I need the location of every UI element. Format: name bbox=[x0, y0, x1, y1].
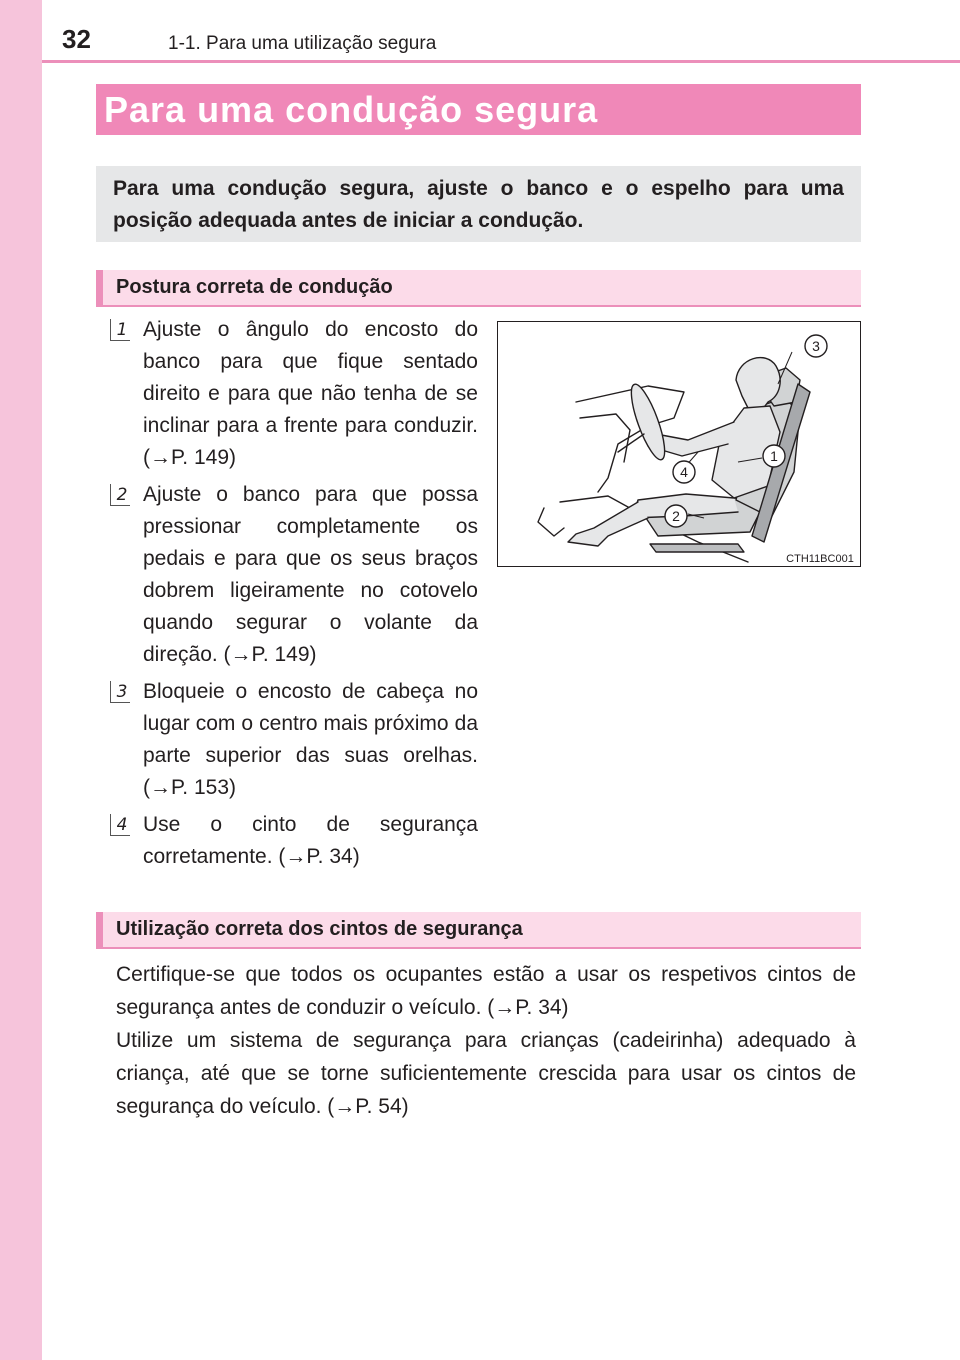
list-number: 3 bbox=[110, 681, 130, 703]
list-number: 1 bbox=[110, 319, 130, 341]
list-item bbox=[96, 314, 478, 474]
figure-code: CTH11BC001 bbox=[786, 553, 854, 565]
callout-label: 3 bbox=[812, 338, 820, 354]
callout-label: 4 bbox=[680, 464, 688, 480]
callout-label: 1 bbox=[770, 448, 778, 464]
list-number: 4 bbox=[110, 814, 130, 836]
list-item bbox=[96, 809, 478, 873]
list-item bbox=[96, 676, 478, 804]
side-tab-bar bbox=[0, 0, 42, 1360]
dashboard-lower bbox=[580, 414, 630, 462]
section-heading-seatbelts: Utilização correta dos cintos de segurança bbox=[96, 912, 861, 949]
page-number: 32 bbox=[62, 24, 91, 54]
posture-list bbox=[96, 314, 478, 878]
header-rule bbox=[42, 60, 960, 63]
steering-wheel bbox=[625, 381, 671, 463]
seat-rail bbox=[650, 544, 744, 552]
section-heading-posture: Postura correta de condução bbox=[96, 270, 861, 307]
seatbelt-body bbox=[116, 958, 856, 1123]
list-item-text: Bloqueie o encosto de cabeça no lugar com o centro mais próximo da parte superior das suas orelhas. (→P. 153) bbox=[143, 680, 478, 799]
chapter-title: 1-1. Para uma utilização segura bbox=[168, 33, 437, 54]
callout-label: 2 bbox=[672, 508, 680, 524]
driver-seat-illustration bbox=[498, 322, 859, 565]
pedal-outline bbox=[538, 508, 564, 536]
list-item bbox=[96, 479, 478, 671]
body-paragraph: Utilize um sistema de segurança para crianças (cadeirinha) adequado à criança, até que se torne suficientemente crescida para usar os cintos de segurança do veículo. (→P. 54) bbox=[116, 1029, 856, 1118]
intro-text: Para uma condução segura, ajuste o banco e o espelho para uma posição adequada antes de iniciar a condução. bbox=[113, 177, 844, 232]
driver-leg bbox=[568, 502, 648, 546]
list-item-text: Use o cinto de segurança corretamente. (→P. 34) bbox=[143, 813, 478, 868]
list-number: 2 bbox=[110, 484, 130, 506]
body-paragraph: Certifique-se que todos os ocupantes estão a usar os respetivos cintos de segurança antes de conduzir o veículo. (→P. 34) bbox=[116, 963, 856, 1019]
intro-box bbox=[96, 166, 861, 242]
list-item-text: Ajuste o ângulo do encosto do banco para que fique sentado direito e para que não tenha de se inclinar para a frente para conduzir. (→P. 149) bbox=[143, 318, 478, 469]
driving-posture-figure bbox=[497, 321, 861, 567]
page-title: Para uma condução segura bbox=[96, 84, 861, 135]
list-item-text: Ajuste o banco para que possa pressionar completamente os pedais e para que os seus braços dobrem ligeiramente no cotovelo quando segurar o volante da direção. (→P. 149) bbox=[143, 483, 478, 666]
